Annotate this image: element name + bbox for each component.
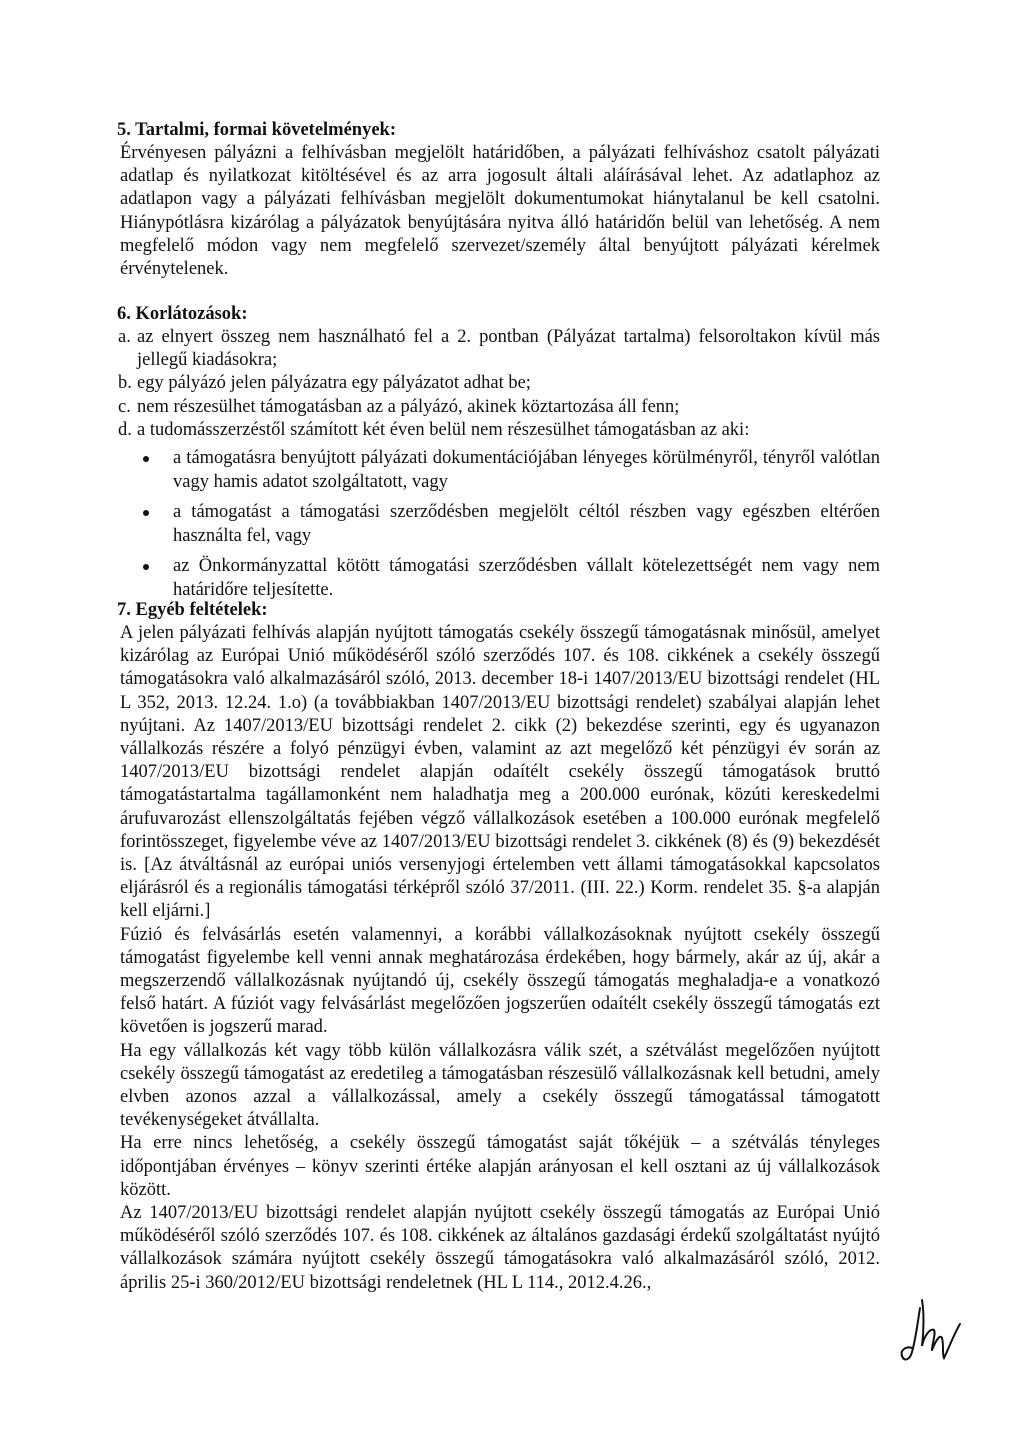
section-7-paragraph-2: Fúzió és felvásárlás esetén valamennyi, a korábbi vállalkozásoknak nyújtott csekély összegű támogatást figyelembe kell venni annak meghatározása érdekében, hogy bármely, akár az új, akár a megszerzendő vállalkozásnak nyújtandó új, csekély összegű támogatás meghaladja-e a vonatkozó felső határt. A fúziót vagy felvásárlást megelőzően jogszerűen odaítélt csekély összegű támogatás ezt követően is jogszerű marad. [120, 924, 880, 1038]
section-7-paragraph-1: A jelen pályázati felhívás alapján nyújtott támogatás csekély összegű támogatásnak minősül, amelyet kizárólag az Európai Unió működéséről szóló szerződés 107. és 108. cikkének a csekély összegű támogatásokra való alkalmazásáról szóló, 2013. december 18-i 1407/2013/EU bizottsági rendelet (HL L 352, 2013. 12.24. 1.o) (a továbbiakban 1407/2013/EU bizottsági rendelet) szabályai alapján lehet nyújtani. Az 1407/2013/EU bizottsági rendelet 2. cikk (2) bekezdése szerinti, egy és ugyanazon vállalkozás részére a folyó pénzügyi évben, valamint az azt megelőző két pénzügyi év során az 1407/2013/EU bizottsági rendelet alapján odaítélt csekély összegű támogatások bruttó támogatástartalma tagállamonként nem haladhatja meg a 200.000 eurónak, közúti kereskedelmi árufuvarozást ellenszolgáltatás fejében végző vállalkozások esetében a 100.000 eurónak megfelelő forintösszeget, figyelembe véve az 1407/2013/EU bizottsági rendelet 3. cikkének (8) és (9) bekezdését is. [Az átváltásnál az európai uniós versenyjogi értelemben vett állami támogatásokkal kapcsolatos eljárásról és a regionális támogatási térképről szóló 37/2011. (III. 22.) Korm. rendelet 35. §-a alapján kell eljárni.] [120, 623, 880, 922]
list-item-letter: b. [118, 373, 132, 394]
bullet-item [137, 446, 880, 494]
bullet-item [137, 554, 880, 602]
bullet-icon [143, 456, 149, 462]
sub-bullet-list [137, 446, 880, 602]
bullet-text: az Önkormányzattal kötött támogatási szerződésben vállalt kötelezettségét nem vagy nem határidőre teljesítette. [173, 556, 880, 601]
signature-initials-icon [898, 1290, 968, 1370]
section-6-title: 6. Korlátozások: [117, 304, 248, 324]
list-item-text: egy pályázó jelen pályázatra egy pályázatot adhat be; [137, 373, 531, 394]
list-item [120, 372, 880, 395]
section-7 [117, 599, 880, 1295]
list-item-text: az elnyert összeg nem használható fel a 2. pontban (Pályázat tartalma) felsoroltakon kívül más jellegű kiadásokra; [137, 327, 880, 371]
section-5-body: Érvényesen pályázni a felhívásban megjelölt határidőben, a pályázati felhíváshoz csatolt pályázati adatlap és nyilatkozat kitöltésével és az arra jogosult általi aláírásával lehet. Az adatlaphoz az adatlapon vagy a pályázati felhívásban megjelölt dokumentumokat hiánytalanul be kell csatolni. Hiánypótlásra kizárólag a pályázatok benyújtására nyitva álló határidőn belül van lehetőség. A nem megfelelő módon vagy nem megfelelő szervezet/személy által benyújtott pályázati kérelmek érvénytelenek. [120, 143, 880, 280]
list-item [120, 396, 880, 419]
section-5-title: 5. Tartalmi, formai követelmények: [117, 120, 396, 140]
section-7-paragraph-5: Az 1407/2013/EU bizottsági rendelet alapján nyújtott csekély összegű támogatás az Európai Unió működéséről szóló szerződés 107. és 108. cikkének az általános gazdasági érdekű szolgáltatást nyújtó vállalkozások számára nyújtott csekély összegű támogatásokra való alkalmazásáról szóló, 2012. április 25-i 360/2012/EU bizottsági rendeletnek (HL L 114., 2012.4.26., [120, 1203, 880, 1293]
section-6 [117, 303, 880, 608]
bullet-text: a támogatást a támogatási szerződésben megjelölt céltól részben vagy egészben eltérően használta fel, vagy [173, 502, 880, 547]
section-7-paragraph-3: Ha egy vállalkozás két vagy több külön vállalkozásra válik szét, a szétválást megelőzően nyújtott csekély összegű támogatást az eredetileg a támogatásban részesülő vállalkozásnak kell betudni, amely elvben azonos azzal a vállalkozással, amely a csekély összegű támogatással támogatott tevékenységeket átvállalta. [120, 1040, 880, 1131]
list-item-letter: a. [118, 327, 131, 347]
list-item-letter: d. [118, 419, 132, 440]
bullet-icon [143, 564, 149, 570]
section-7-paragraph-4: Ha erre nincs lehetőség, a csekély összegű támogatást saját tőkéjük – a szétválás tényleges időpontjában érvényes – könyv szerinti értéke alapján arányosan el kell osztani az új vállalkozások között. [120, 1133, 880, 1200]
list-item [120, 419, 880, 602]
list-item [120, 326, 880, 372]
list-item-text: a tudomásszerzéstől számított két éven belül nem részesülhet támogatásban az aki: [137, 419, 750, 440]
list-item-text: nem részesülhet támogatásban az a pályázó, akinek köztartozása áll fenn; [137, 396, 680, 417]
bullet-icon [143, 510, 149, 516]
section-7-title: 7. Egyéb feltételek: [117, 600, 268, 620]
section-5 [117, 119, 880, 281]
restrictions-list [120, 326, 880, 602]
bullet-text: a támogatásra benyújtott pályázati dokumentációjában lényeges körülményről, tényről valótlan vagy hamis adatot szolgáltatott, vagy [173, 448, 880, 493]
list-item-letter: c. [118, 396, 131, 417]
bullet-item [137, 500, 880, 548]
